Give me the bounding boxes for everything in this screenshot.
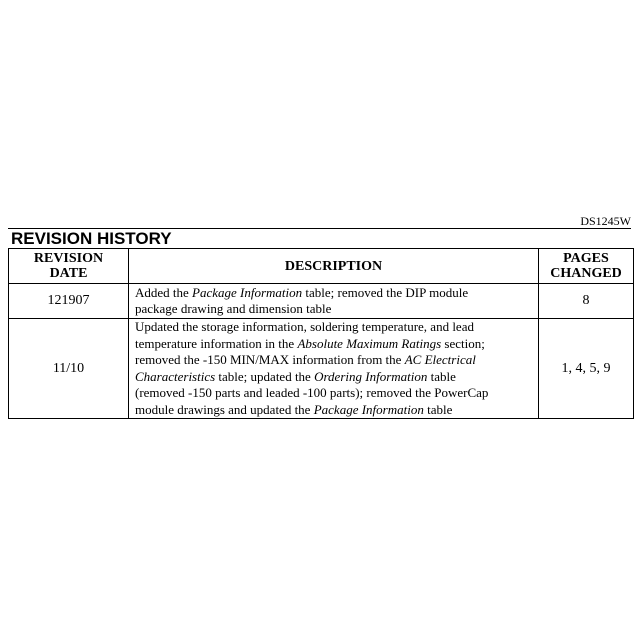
revision-date-cell: 11/10 [9, 319, 129, 419]
header-description: DESCRIPTION [129, 249, 539, 284]
description-cell [129, 319, 539, 419]
description-text: table [427, 368, 456, 384]
description-line [135, 352, 532, 369]
description-line [135, 319, 532, 336]
description-text: Added the [135, 284, 193, 300]
header-revision-date [9, 249, 129, 284]
description-italic-text: Absolute Maximum Ratings [297, 335, 442, 351]
header-pages-line1: PAGES [563, 251, 609, 266]
header-revision-date-line1: REVISION [33, 251, 104, 266]
description-italic-text: Package Information [192, 284, 303, 300]
description-line [135, 336, 532, 353]
description-text: module drawings and updated the [135, 401, 314, 417]
description-text: (removed -150 parts and leaded -100 parts); removed the PowerCap [135, 385, 489, 400]
description-text: temperature information in the [135, 335, 298, 351]
description-line [135, 301, 532, 318]
description-text: table; updated the [215, 368, 315, 384]
pages-changed-cell: 1, 4, 5, 9 [539, 319, 634, 419]
description-line [135, 369, 532, 386]
document-id: DS1245W [580, 214, 631, 228]
description-italic-text: Package Information [313, 401, 424, 417]
header-pages-changed [539, 249, 634, 284]
description-line [135, 385, 532, 402]
revision-date-cell: 121907 [9, 284, 129, 319]
table-row [9, 319, 634, 419]
description-text: table [423, 401, 453, 417]
pages-changed-cell: 8 [539, 284, 634, 319]
description-italic-text: AC Electrical [404, 352, 476, 367]
header-revision-date-line2: DATE [49, 266, 88, 281]
description-text: removed the -150 MIN/MAX information from the [135, 352, 405, 367]
description-italic-text: Ordering Information [314, 368, 428, 384]
description-line [135, 285, 532, 302]
description-text: package drawing and dimension table [135, 301, 332, 316]
revision-history-table [8, 248, 634, 419]
description-italic-text: Characteristics [135, 368, 216, 384]
header-pages-line2: CHANGED [550, 266, 622, 281]
table-row [9, 284, 634, 319]
description-text: Updated the storage information, soldering temperature, and lead [135, 319, 474, 334]
section-title: REVISION HISTORY [11, 229, 172, 248]
description-cell [129, 284, 539, 319]
description-line [135, 402, 532, 419]
description-text: table; removed the DIP module [302, 284, 469, 300]
description-text: section; [441, 335, 485, 351]
table-header-row [9, 249, 634, 284]
